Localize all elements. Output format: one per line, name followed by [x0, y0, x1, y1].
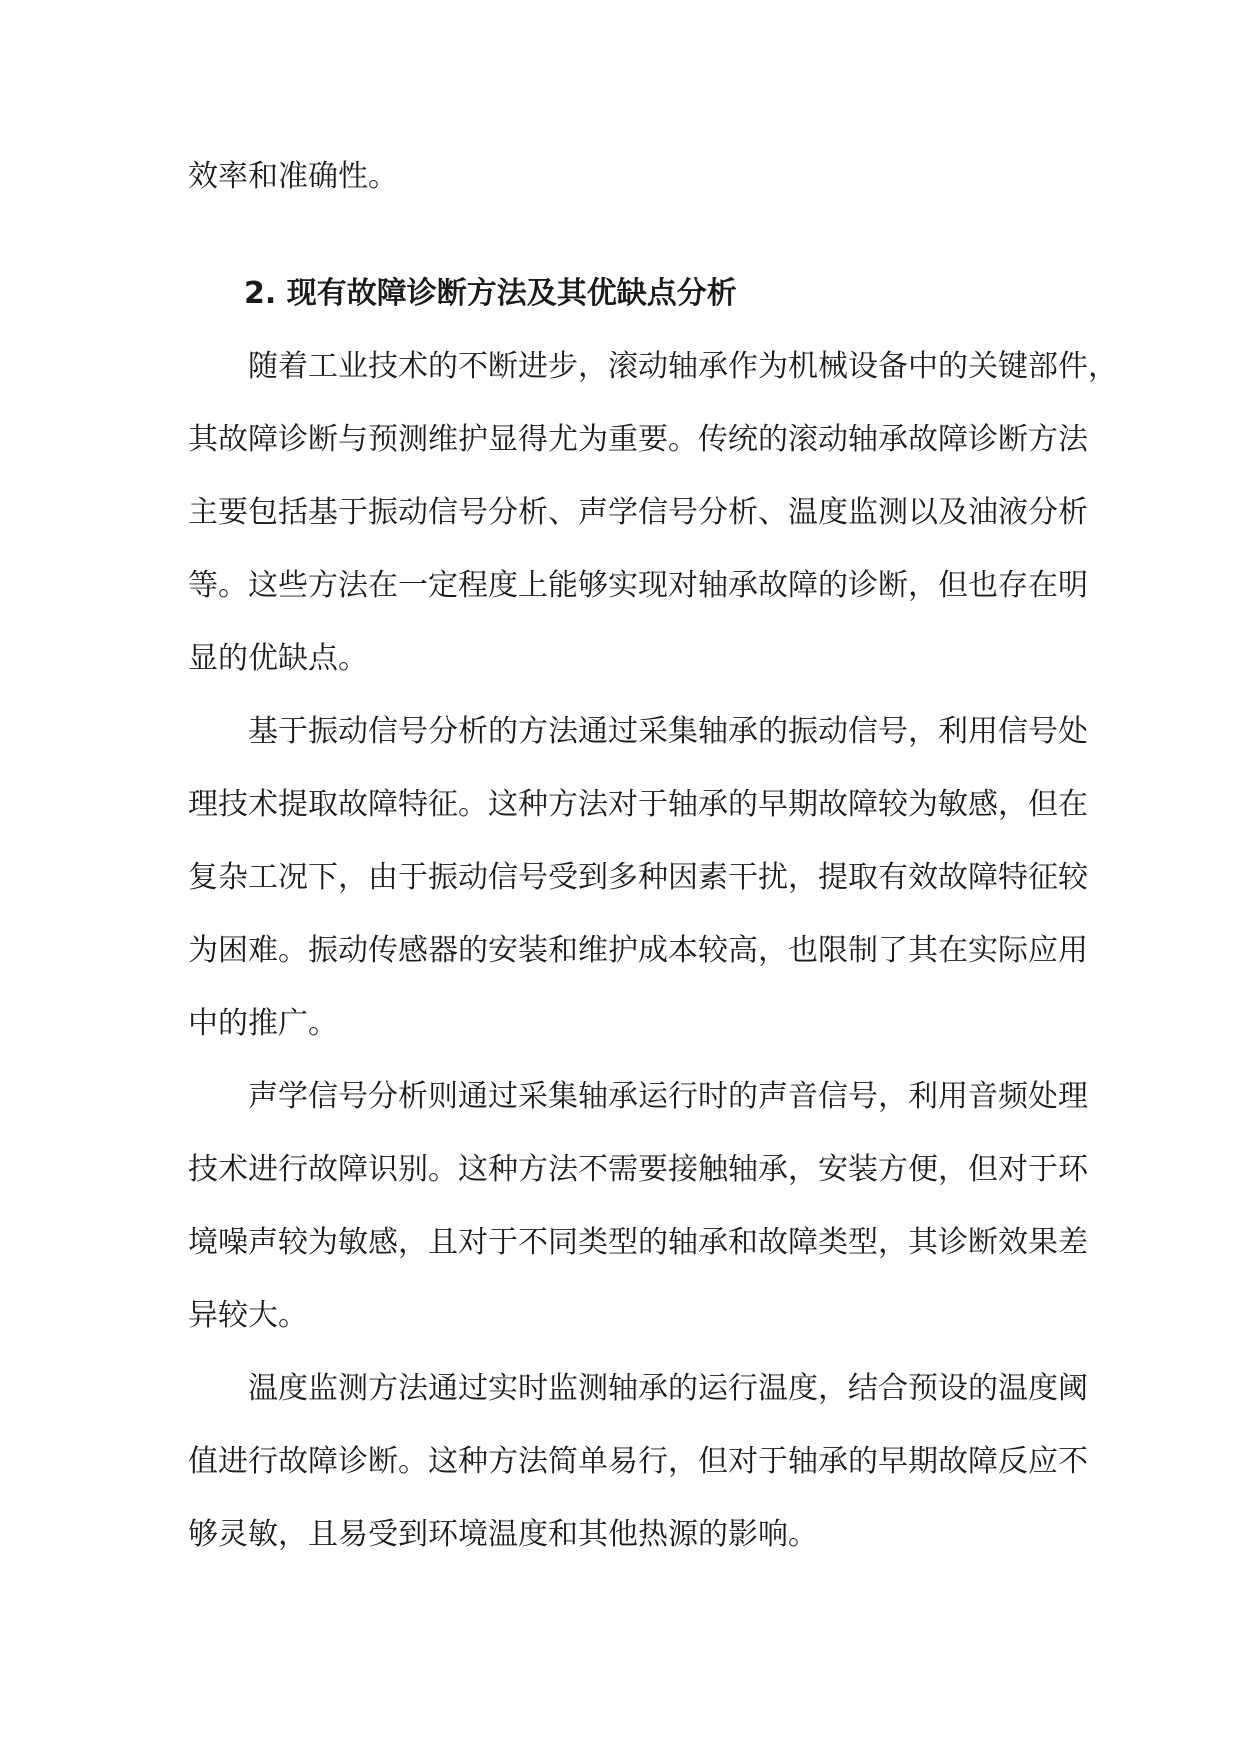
paragraph-line: 技术进行故障识别。这种方法不需要接触轴承，安装方便，但对于环 [188, 1152, 1088, 1187]
intro-tail-line: 效率和准确性。 [188, 159, 398, 194]
paragraph-line: 温度监测方法通过实时监测轴承的运行温度，结合预设的温度阈 [248, 1371, 1088, 1406]
paragraph-line: 够灵敏，且易受到环境温度和其他热源的影响。 [188, 1517, 818, 1552]
paragraph-line: 基于振动信号分析的方法通过采集轴承的振动信号，利用信号处 [248, 714, 1088, 749]
paragraph-line: 复杂工况下，由于振动信号受到多种因素干扰，提取有效故障特征较 [188, 860, 1088, 895]
paragraph-4 [188, 1352, 1088, 1571]
paragraph-line: 异较大。 [188, 1298, 308, 1333]
paragraph-line: 境噪声较为敏感，且对于不同类型的轴承和故障类型，其诊断效果差 [188, 1225, 1088, 1260]
paragraph-line: 值进行故障诊断。这种方法简单易行，但对于轴承的早期故障反应不 [188, 1444, 1088, 1479]
paragraph-2 [188, 695, 1088, 1060]
paragraph-line: 显的优缺点。 [188, 641, 368, 676]
paragraph-line: 其故障诊断与预测维护显得尤为重要。传统的滚动轴承故障诊断方法 [188, 422, 1088, 457]
section-heading: 2. 现有故障诊断方法及其优缺点分析 [244, 276, 737, 311]
paragraph-line: 为困难。振动传感器的安装和维护成本较高，也限制了其在实际应用 [188, 933, 1088, 968]
paragraph-line: 理技术提取故障特征。这种方法对于轴承的早期故障较为敏感，但在 [188, 787, 1088, 822]
document-body [188, 140, 1118, 1571]
paragraph-line: 随着工业技术的不断进步，滚动轴承作为机械设备中的关键部件， [248, 349, 1118, 384]
section-gap [188, 213, 1056, 257]
paragraph-line: 声学信号分析则通过采集轴承运行时的声音信号，利用音频处理 [248, 1079, 1088, 1114]
paragraph-line: 中的推广。 [188, 1006, 338, 1041]
paragraph-line: 主要包括基于振动信号分析、声学信号分析、温度监测以及油液分析 [188, 495, 1088, 530]
paragraph-1 [188, 330, 1118, 695]
paragraph-line: 等。这些方法在一定程度上能够实现对轴承故障的诊断，但也存在明 [188, 568, 1088, 603]
paragraph-3 [188, 1060, 1088, 1352]
